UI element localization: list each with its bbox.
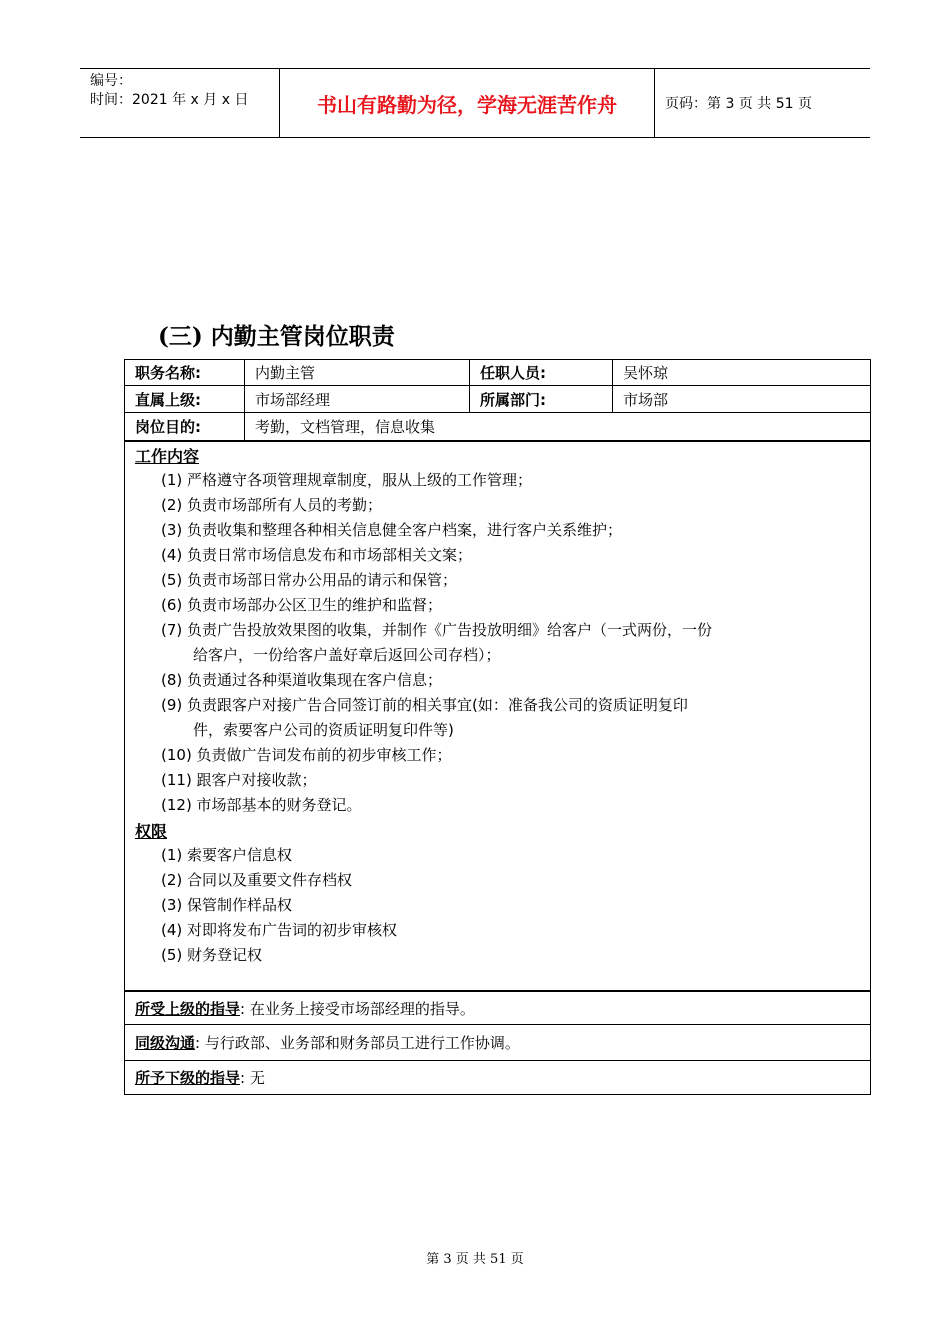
value-superior: 市场部经理 [245, 386, 470, 412]
peer-communication-label: 同级沟通 [135, 1034, 196, 1052]
work-item: (6) 负责市场部办公区卫生的维护和监督； [161, 596, 443, 614]
work-item-continued: 件，索要客户公司的资质证明复印件等) [193, 721, 454, 739]
work-heading: 工作内容 [135, 447, 200, 466]
rights-item: (2) 合同以及重要文件存档权 [161, 871, 353, 889]
header-page-code: 页码：第 3 页 共 51 页 [665, 96, 812, 112]
label-purpose: 岗位目的: [125, 413, 245, 440]
work-item: (7) 负责广告投放效果图的收集，并制作《广告投放明细》给客户（一式两份，一份 [161, 621, 713, 639]
table-row-position [124, 359, 871, 386]
peer-communication-row [124, 1025, 871, 1061]
rights-item: (4) 对即将发布广告词的初步审核权 [161, 921, 398, 939]
table-row-superior [124, 386, 871, 413]
header-motto: 书山有路勤为径，学海无涯苦作舟 [280, 69, 655, 137]
time-label: 时间：2021 年 x 月 x 日 [90, 92, 249, 108]
guidance-given-label: 所予下级的指导 [135, 1069, 241, 1087]
table-row-purpose [124, 413, 871, 441]
label-superior: 直属上级: [125, 386, 245, 412]
page-title: (三) 内勤主管岗位职责 [158, 323, 395, 350]
page-header [80, 68, 870, 138]
work-item: (9) 负责跟客户对接广告合同签订前的相关事宜(如：准备我公司的资质证明复印 [161, 696, 688, 714]
value-purpose: 考勤，文档管理，信息收集 [255, 418, 436, 436]
work-item: (10) 负责做广告词发布前的初步审核工作； [161, 746, 452, 764]
label-position-name: 职务名称: [125, 360, 245, 385]
work-item-continued: 给客户，一份给客户盖好章后返回公司存档）； [193, 646, 501, 664]
value-department: 市场部 [623, 390, 669, 409]
label-department: 所属部门: [470, 386, 613, 412]
rights-item: (3) 保管制作样品权 [161, 896, 293, 914]
work-item: (12) 市场部基本的财务登记。 [161, 796, 362, 814]
guidance-received-row [124, 991, 871, 1025]
work-item: (8) 负责通过各种渠道收集现在客户信息； [161, 671, 443, 689]
value-position-name: 内勤主管 [245, 360, 470, 385]
work-item: (11) 跟客户对接收款； [161, 771, 317, 789]
rights-item: (1) 索要客户信息权 [161, 846, 293, 864]
header-info [80, 69, 280, 137]
duties-content [124, 441, 871, 991]
work-item: (5) 负责市场部日常办公用品的请示和保管； [161, 571, 458, 589]
work-item: (4) 负责日常市场信息发布和市场部相关文案； [161, 546, 473, 564]
label-staff: 任职人员: [470, 360, 613, 385]
rights-item: (5) 财务登记权 [161, 946, 263, 964]
guidance-received-value: : 在业务上接受市场部经理的指导。 [240, 999, 475, 1018]
value-staff: 吴怀琼 [623, 364, 669, 382]
rights-heading: 权限 [135, 822, 168, 841]
page-footer: 第 3 页 共 51 页 [426, 1252, 524, 1267]
work-item: (3) 负责收集和整理各种相关信息健全客户档案，进行客户关系维护； [161, 521, 623, 539]
work-item: (2) 负责市场部所有人员的考勤； [161, 496, 383, 514]
guidance-given-value: : 无 [240, 1069, 265, 1087]
work-item: (1) 严格遵守各项管理规章制度，服从上级的工作管理； [161, 471, 533, 489]
guidance-given-row [124, 1061, 871, 1095]
number-label: 编号： [90, 73, 132, 89]
guidance-received-label: 所受上级的指导 [135, 999, 241, 1018]
peer-communication-value: : 与行政部、业务部和财务部员工进行工作协调。 [195, 1034, 520, 1052]
